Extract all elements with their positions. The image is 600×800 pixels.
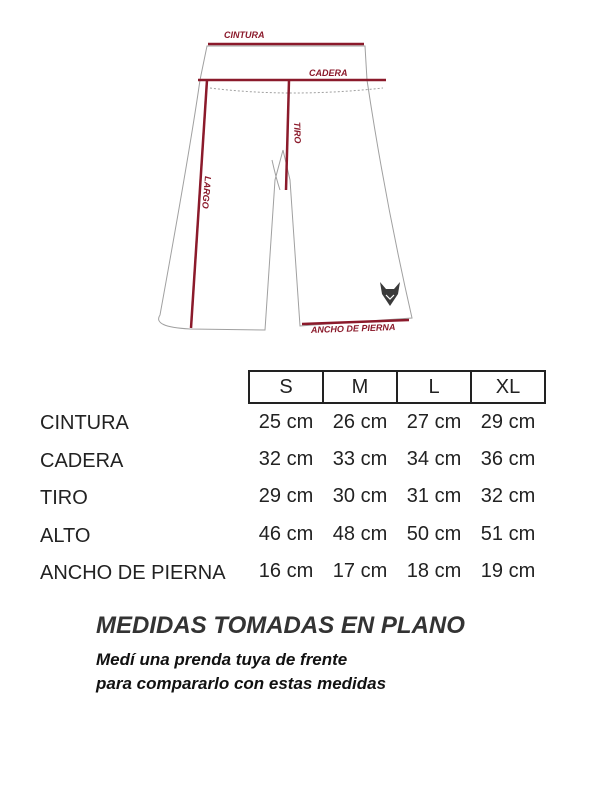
waist-label: CINTURA (224, 30, 265, 40)
wolf-head-icon (380, 282, 400, 306)
table-cell: 25 cm (258, 410, 314, 433)
table-cell: 48 cm (332, 522, 388, 545)
size-header-m: M (323, 371, 397, 403)
table-corner (40, 371, 249, 403)
table-cell: 19 cm (480, 560, 536, 583)
table-cell: 16 cm (258, 560, 314, 583)
table-cell: 34 cm (406, 447, 462, 470)
row-label: TIRO (40, 487, 88, 510)
table-row (40, 516, 545, 554)
table-cell: 18 cm (406, 560, 462, 583)
table-row (40, 478, 545, 516)
length-label: LARGO (200, 175, 213, 210)
table-row (40, 403, 545, 441)
size-chart-table (40, 370, 546, 591)
instruction-line-1: Medí una prenda tuya de frente (96, 650, 348, 669)
size-header-row (40, 371, 545, 403)
leg-width-label: ANCHO DE PIERNA (310, 322, 396, 335)
table-cell: 27 cm (406, 410, 462, 433)
row-label: ALTO (40, 524, 91, 547)
row-label: ANCHO DE PIERNA (40, 562, 226, 585)
rise-label: TIRO (292, 121, 303, 144)
shorts-measurement-diagram (0, 0, 600, 345)
table-cell: 29 cm (258, 485, 314, 508)
table-cell: 32 cm (258, 447, 314, 470)
size-header-xl: XL (471, 371, 545, 403)
table-cell: 17 cm (332, 560, 388, 583)
row-label: CADERA (40, 449, 124, 472)
flat-measurement-title: MEDIDAS TOMADAS EN PLANO (96, 612, 465, 639)
table-cell: 33 cm (332, 447, 388, 470)
table-cell: 31 cm (406, 485, 462, 508)
table-cell: 26 cm (332, 410, 388, 433)
table-cell: 29 cm (480, 410, 536, 433)
table-row (40, 441, 545, 479)
row-label: CINTURA (40, 412, 129, 435)
table-cell: 36 cm (480, 447, 536, 470)
hip-label: CADERA (309, 68, 348, 78)
instruction-line-2: para compararlo con estas medidas (96, 674, 387, 693)
table-cell: 30 cm (332, 485, 388, 508)
size-header-s: S (249, 371, 323, 403)
table-cell: 32 cm (480, 485, 536, 508)
table-cell: 50 cm (406, 522, 462, 545)
table-cell: 46 cm (258, 522, 314, 545)
table-cell: 51 cm (480, 522, 536, 545)
table-row (40, 553, 545, 591)
size-header-l: L (397, 371, 471, 403)
